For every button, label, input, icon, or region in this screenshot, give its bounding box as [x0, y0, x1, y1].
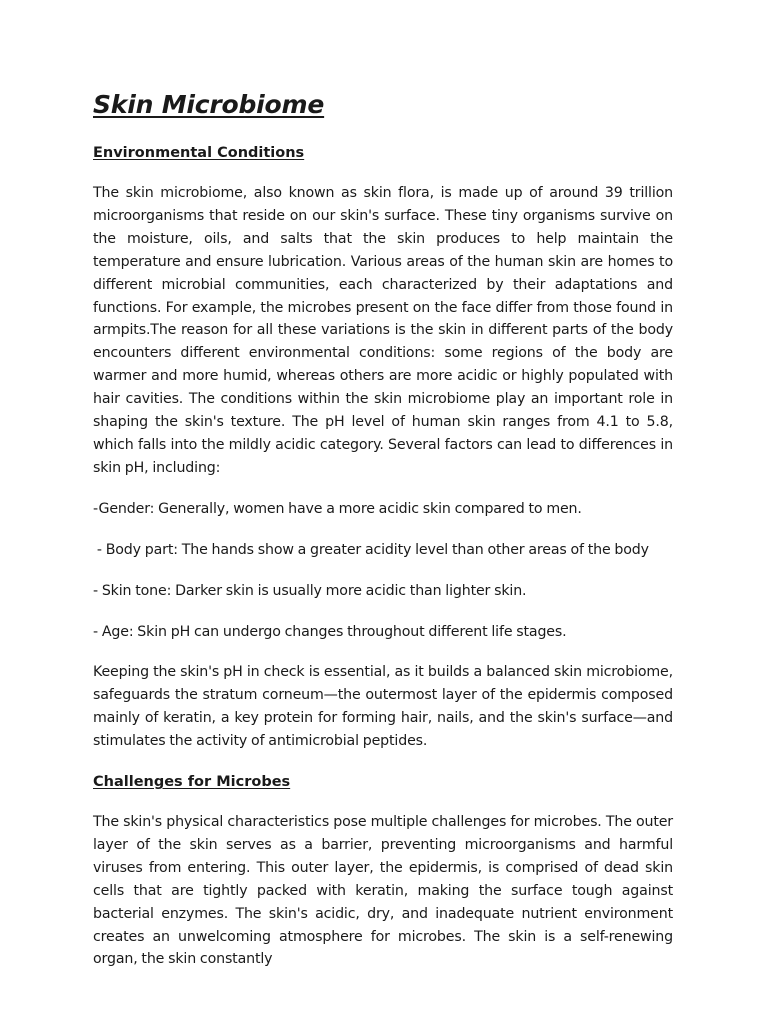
section-environmental-conditions: [93, 142, 673, 753]
factor-skin-tone: - Skin tone: Darker skin is usually more acidic than lighter skin.: [93, 582, 527, 599]
body-paragraph: The skin's physical characteristics pose multiple challenges for microbes. The outer layer of the skin serves as a barrier, preventing microorganisms and harmful viruses from entering. This outer layer, the epidermis, is comprised of dead skin cells that are tightly packed with keratin, making the surface tough against bacterial enzymes. The skin's acidic, dry, and inadequate nutrient environment creates an unwelcoming atmosphere for microbes. The skin is a self-renewing organ, the skin constantly: [93, 814, 673, 968]
factor-age: - Age: Skin pH can undergo changes throughout different life stages.: [93, 623, 567, 640]
section-heading: Environmental Conditions: [93, 145, 305, 161]
factor-body-part: - Body part: The hands show a greater acidity level than other areas of the body: [93, 541, 649, 558]
document-page: [93, 88, 673, 971]
section-heading: Challenges for Microbes: [93, 774, 291, 791]
conclusion-paragraph: Keeping the skin's pH in check is essential, as it builds a balanced skin microbiome, safeguards the stratum corneum—the outermost layer of the epidermis composed mainly of keratin, a key protein for forming hair, nails, and the skin's surface—and stimulates the activity of antimicrobial peptides.: [93, 664, 673, 750]
document-title: Skin Microbiome: [93, 90, 325, 119]
intro-paragraph: The skin microbiome, also known as skin flora, is made up of around 39 trillion microorganisms that reside on our skin's surface. These tiny organisms survive on the moisture, oils, and salts that the skin produces to help maintain the temperature and ensure lubrication. Various areas of the human skin are homes to different microbial communities, each characterized by their adaptations and functions. For example, the microbes present on the face differ from those found in armpits.The reason for all these variations is the skin in different parts of the body encounters different environmental conditions: some regions of the body are warmer and more humid, whereas others are more acidic or highly populated with hair cavities. The conditions within the skin microbiome play an important role in shaping the skin's texture. The pH level of human skin ranges from 4.1 to 5.8, which falls into the mildly acidic category. Several factors can lead to differences in skin pH, including:: [93, 185, 673, 476]
factor-gender: -Gender: Generally, women have a more acidic skin compared to men.: [93, 500, 582, 517]
section-challenges-for-microbes: [93, 771, 673, 971]
